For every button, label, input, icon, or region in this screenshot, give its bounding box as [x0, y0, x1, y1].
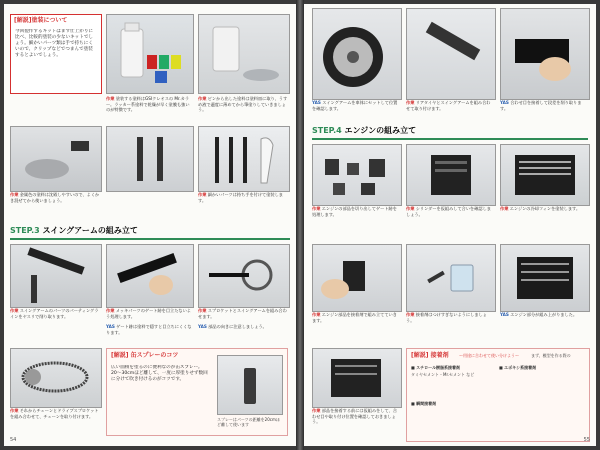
- caption-chain: 作業 それからチェーンとドライブスプロケットを組み合わせて、チェーンを取り付けます。: [10, 408, 99, 419]
- tool-photo-2: [106, 126, 194, 192]
- paint-bottles-illustration: [107, 15, 193, 93]
- left-page-number: 54: [10, 437, 17, 443]
- glue-box-title: [解説] 接着剤: [411, 352, 449, 359]
- frame-photo: [406, 8, 496, 100]
- clip-illustration: [107, 127, 193, 191]
- thinner-photo: [198, 14, 290, 94]
- caption-tool-2: 作業 細かいパーツは持ち手を付けて塗装します。: [198, 192, 283, 203]
- assembly-illustration: [313, 245, 401, 311]
- caption-engine-5: 作業 接着剤はつけすぎないようにしましょう。: [406, 312, 487, 323]
- glue-item-2: タミヤセメント・Mr.セメント など: [411, 372, 475, 377]
- glue-box-subtitle: 〜用途に合わせて使い分けよう〜: [459, 353, 519, 358]
- right-page-number: 55: [583, 437, 590, 443]
- tool-photo-1: [10, 126, 102, 192]
- engine-done-illustration: [501, 245, 589, 311]
- holders-illustration: [199, 127, 289, 191]
- wheel-illustration: [313, 9, 401, 99]
- spray-explainer-box: [106, 348, 288, 436]
- sanding-illustration: [501, 9, 589, 99]
- right-page: [304, 4, 596, 446]
- caption-right-top-3: YAS 合わせ目を接着して段差を削り取ります。: [500, 100, 582, 111]
- assembly-photo: [312, 244, 402, 312]
- caption-swing-1: 作業 スイングアームのパーツのパーティングラインをヤスリで削り取ります。: [10, 308, 99, 319]
- tool-photo-3: [198, 126, 290, 192]
- caption-glue: 作業 部品を接着する前には仮組みをして、合わせ目や取り付け位置を確認しておきましょう。: [312, 408, 398, 425]
- wheel-photo: [312, 8, 402, 100]
- fins-photo: [500, 144, 590, 206]
- glue-explainer-box: [406, 348, 590, 442]
- paint-explainer-box: [10, 14, 102, 94]
- caption-swing-3: 作業 スプロケットとスイングアームを組み合わせます。: [198, 308, 287, 319]
- caption-engine-2: 作業 シリンダーを仮組みして合いを確認しましょう。: [406, 206, 491, 217]
- caption-swing-yas-2: YAS 部品の向きに注意しましょう。: [198, 324, 267, 329]
- thinner-illustration: [199, 15, 289, 93]
- engine-done-photo: [500, 244, 590, 312]
- spray-can-illustration: [218, 356, 282, 414]
- left-page: [4, 4, 296, 446]
- caption-right-top-1: YAS スイングアームを車体にセットして位置を確認します。: [312, 100, 398, 111]
- frame-illustration: [407, 9, 495, 99]
- caption-engine-4: 作業 エンジン部品を接着剤で組み立てていきます。: [312, 312, 397, 323]
- glue-item-1: ■ スチロール樹脂系接着剤: [411, 365, 461, 370]
- caption-swing-yas-1: YAS ゲート跡は塗料で隠すと目立ちにくくなります。: [106, 324, 192, 335]
- sanding-photo: [500, 8, 590, 100]
- caption-tool-1: 作業 金属色の塗料は沈殿しやすいので、よくかき混ぜてから使いましょう。: [10, 192, 100, 203]
- caption-swing-2: 作業 メッキパーツのゲート跡を目立たないよう処理します。: [106, 308, 191, 319]
- engine-parts-photo: [312, 144, 402, 206]
- spray-box-body: 広い面積を塗るのに便利なのが缶スプレー。20〜30cmほど離して、一度に厚塗りせず数回に分けて吹き付けるのがコツです。: [111, 365, 208, 382]
- paint-box-title: [解説]塗装について: [14, 17, 68, 24]
- glue-box-intro: まず、模型を作る際の: [531, 353, 571, 358]
- engine-block-photo: [312, 348, 402, 408]
- paint-bottles-photo: [106, 14, 194, 94]
- caption-engine-6: YAS エンジン部分が組み上がりました。: [500, 312, 578, 317]
- chain-illustration: [11, 349, 101, 407]
- swingarm-photo-2: [106, 244, 194, 308]
- book-gutter: [296, 0, 304, 450]
- brush-dish-illustration: [11, 127, 101, 191]
- step3-heading: STEP.3 スイングアームの組み立て: [10, 226, 138, 235]
- caption-right-top-2: 作業 リアタイヤとスイングアームを組み合わせて取り付けます。: [406, 100, 491, 111]
- swingarm-photo-1: [10, 244, 102, 308]
- engine-parts-illustration: [313, 145, 401, 205]
- spray-note: スプレーはパーツの距離を20cmほど離して使います: [217, 417, 280, 428]
- step4-heading: STEP.4 エンジンの組み立て: [312, 126, 417, 135]
- glue-item-4: ■ エポキシ系接着剤: [499, 365, 537, 370]
- cylinder-illustration: [407, 145, 495, 205]
- engine-block-illustration: [313, 349, 401, 407]
- caption-paint-1: 作業 塗装する塗料はGSIクレオスの Mr.カラー。ラッカー系塗料で乾燥が早く塗膜も強いのが特徴です。: [106, 96, 190, 113]
- glue-illustration: [407, 245, 495, 311]
- file-illustration: [107, 245, 193, 307]
- spray-can-photo: [217, 355, 283, 415]
- cylinder-photo: [406, 144, 496, 206]
- chain-photo: [10, 348, 102, 408]
- step3-rule: [10, 238, 290, 240]
- swingarm-illustration: [11, 245, 101, 307]
- sprocket-illustration: [199, 245, 289, 307]
- caption-engine-3: 作業 エンジンの冷却フィンを塗装します。: [500, 206, 581, 211]
- caption-engine-1: 作業 エンジンの部品を切り出してゲート跡を処理します。: [312, 206, 397, 217]
- glue-item-3: ■ 瞬間接着剤: [411, 401, 437, 406]
- glue-photo: [406, 244, 496, 312]
- swingarm-photo-3: [198, 244, 290, 308]
- spray-box-title: [解説] 缶スプレーのコツ: [111, 352, 179, 359]
- caption-paint-2: 作業 ビンから出した塗料は塗料皿に取り、うすめ液で適度に薄めてから筆塗りしていきましょう。: [198, 96, 288, 113]
- fins-illustration: [501, 145, 589, 205]
- paint-box-body: 今回製作するキットはまず仕上がりに比べ、比較的塗装の少ないキットでしょう。細かいパーツ類は手で持ちにくいので、クリップなどでつまんで塗装するとよいでしょう。: [15, 29, 94, 58]
- step4-rule: [312, 138, 588, 140]
